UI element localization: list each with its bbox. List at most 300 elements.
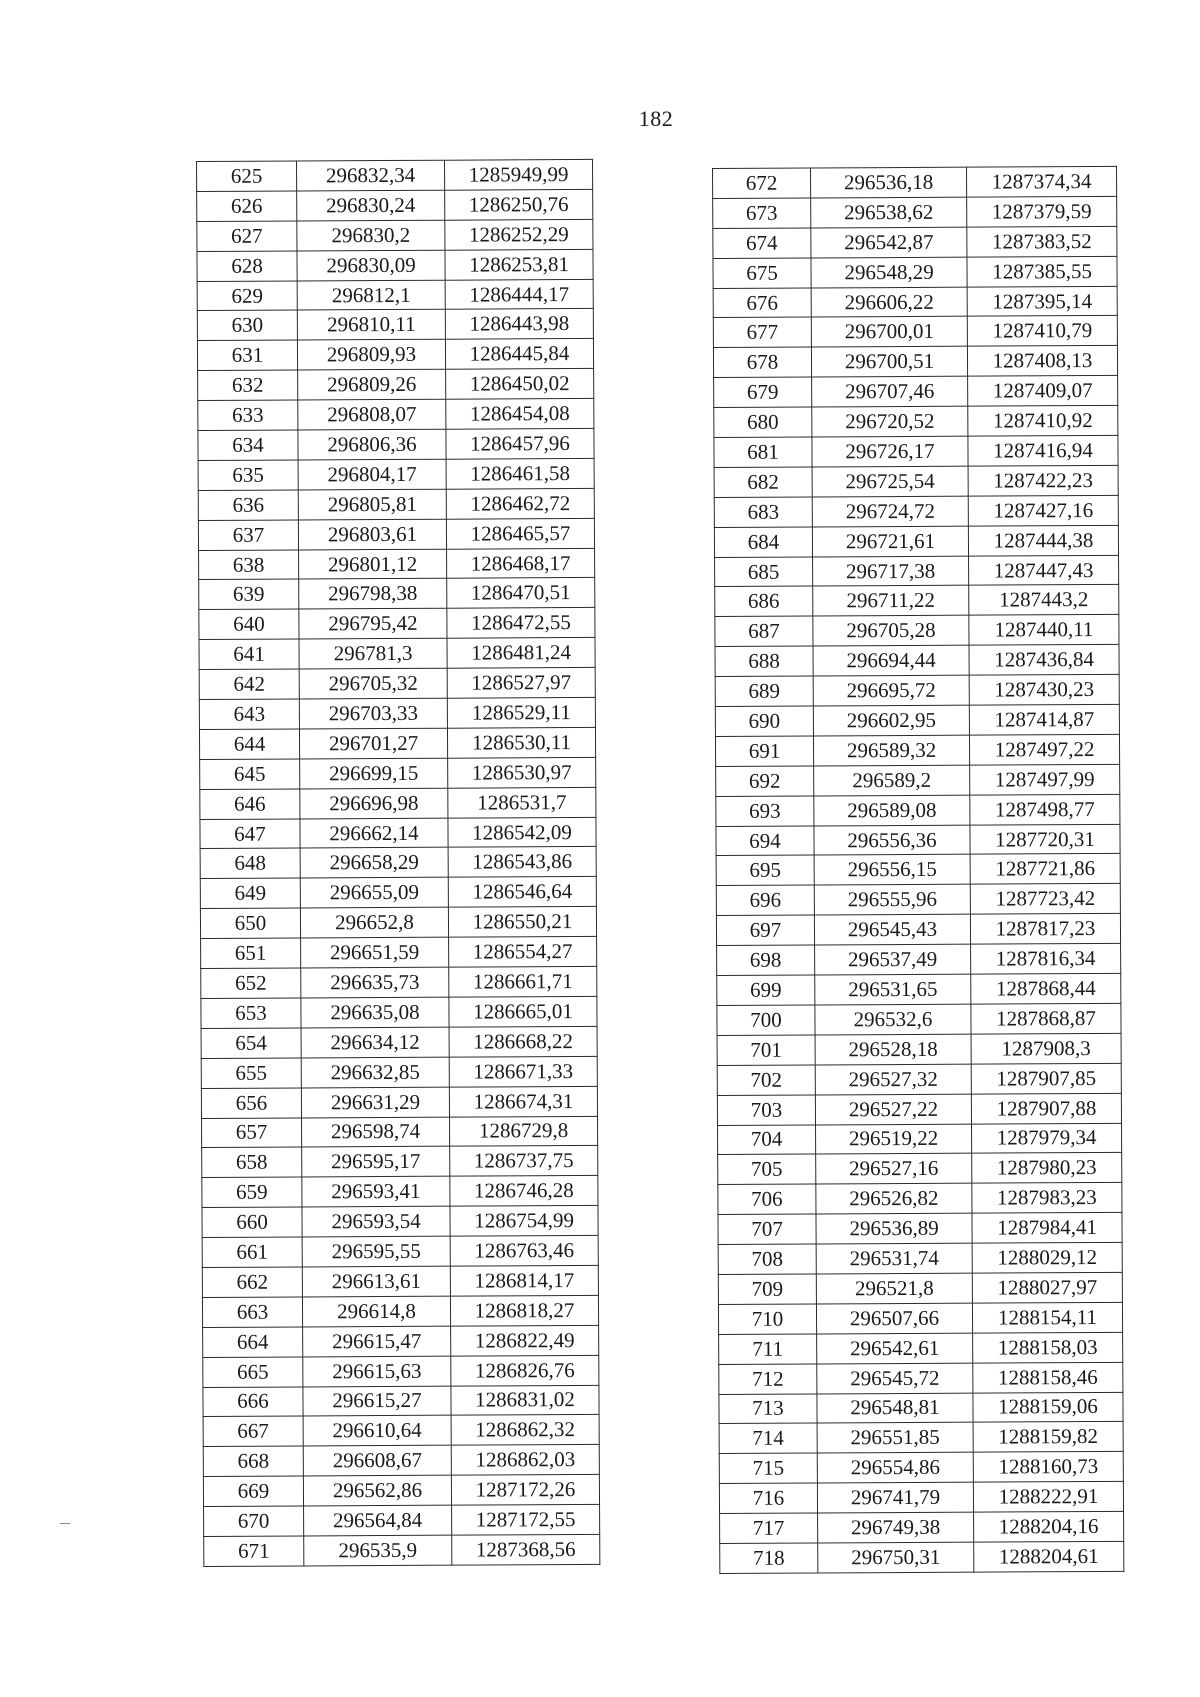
table-row [204, 1504, 600, 1536]
table-row [713, 256, 1117, 288]
table-row [203, 1325, 599, 1357]
y-coordinate-cell: 1287385,55 [967, 256, 1117, 287]
y-coordinate-cell: 1286253,81 [445, 249, 593, 280]
x-coordinate-cell: 296801,12 [299, 549, 447, 580]
table-row [719, 1332, 1123, 1364]
table-row [200, 757, 596, 789]
point-number-cell: 679 [714, 377, 812, 407]
table-row [197, 189, 593, 221]
point-number-cell: 663 [202, 1297, 302, 1327]
y-coordinate-cell: 1287979,34 [972, 1123, 1122, 1154]
table-row [715, 585, 1119, 617]
table-row [718, 1302, 1122, 1334]
table-row [719, 1452, 1123, 1484]
y-coordinate-cell: 1286530,11 [447, 727, 595, 758]
x-coordinate-cell: 296655,09 [300, 878, 448, 909]
x-coordinate-cell: 296564,84 [304, 1505, 452, 1536]
y-coordinate-cell: 1288158,03 [973, 1332, 1123, 1363]
point-number-cell: 718 [720, 1543, 818, 1573]
table-row [715, 645, 1119, 677]
table-row [199, 608, 595, 640]
table-row [719, 1392, 1123, 1424]
point-number-cell: 640 [199, 609, 299, 639]
y-coordinate-cell: 1286550,21 [448, 907, 596, 938]
y-coordinate-cell: 1287172,26 [451, 1475, 599, 1506]
y-coordinate-cell: 1287983,23 [972, 1183, 1122, 1214]
y-coordinate-cell: 1286831,02 [451, 1385, 599, 1416]
x-coordinate-cell: 296562,86 [303, 1475, 451, 1506]
x-coordinate-cell: 296724,72 [812, 496, 968, 527]
x-coordinate-cell: 296634,12 [301, 1027, 449, 1058]
point-number-cell: 688 [715, 646, 813, 676]
x-coordinate-cell: 296804,17 [298, 459, 446, 490]
table-row [718, 1242, 1122, 1274]
y-coordinate-cell: 1286746,28 [450, 1176, 598, 1207]
table-row [717, 1063, 1121, 1095]
y-coordinate-cell: 1286454,08 [446, 399, 594, 430]
x-coordinate-cell: 296615,27 [303, 1386, 451, 1417]
x-coordinate-cell: 296608,67 [303, 1445, 451, 1476]
point-number-cell: 684 [714, 527, 812, 557]
y-coordinate-cell: 1287721,86 [970, 854, 1120, 885]
table-row [202, 1206, 598, 1238]
point-number-cell: 668 [203, 1446, 303, 1476]
table-row [718, 1272, 1122, 1304]
point-number-cell: 647 [200, 819, 300, 849]
x-coordinate-cell: 296830,24 [297, 190, 445, 221]
x-coordinate-cell: 296705,32 [299, 668, 447, 699]
point-number-cell: 658 [202, 1147, 302, 1177]
y-coordinate-cell: 1287816,34 [971, 944, 1121, 975]
y-coordinate-cell: 1287410,79 [967, 316, 1117, 347]
point-number-cell: 691 [715, 736, 813, 766]
y-coordinate-cell: 1286542,09 [448, 817, 596, 848]
y-coordinate-cell: 1288029,12 [972, 1242, 1122, 1273]
x-coordinate-cell: 296717,38 [813, 556, 969, 587]
x-coordinate-cell: 296551,85 [817, 1423, 973, 1454]
point-number-cell: 660 [202, 1207, 302, 1237]
y-coordinate-cell: 1288222,91 [973, 1482, 1123, 1513]
x-coordinate-cell: 296812,1 [297, 280, 445, 311]
x-coordinate-cell: 296615,47 [303, 1326, 451, 1357]
table-row [719, 1482, 1123, 1514]
table-row [713, 166, 1117, 198]
point-number-cell: 630 [197, 310, 297, 340]
y-coordinate-cell: 1287720,31 [970, 824, 1120, 855]
table-row [200, 847, 596, 879]
table-row [201, 1086, 597, 1118]
point-number-cell: 648 [200, 848, 300, 878]
x-coordinate-cell: 296830,09 [297, 250, 445, 281]
x-coordinate-cell: 296595,55 [302, 1236, 450, 1267]
y-coordinate-cell: 1286661,71 [449, 966, 597, 997]
y-coordinate-cell: 1287436,84 [969, 645, 1119, 676]
y-coordinate-cell: 1288204,16 [974, 1511, 1124, 1542]
point-number-cell: 715 [719, 1453, 817, 1483]
x-coordinate-cell: 296545,43 [814, 914, 970, 945]
y-coordinate-cell: 1287427,16 [968, 495, 1118, 526]
point-number-cell: 667 [203, 1416, 303, 1446]
x-coordinate-cell: 296545,72 [817, 1363, 973, 1394]
point-number-cell: 626 [197, 191, 297, 221]
table-row [717, 1093, 1121, 1125]
y-coordinate-cell: 1286465,57 [446, 518, 594, 549]
point-number-cell: 680 [714, 407, 812, 437]
table-row [718, 1153, 1122, 1185]
y-coordinate-cell: 1287498,77 [970, 794, 1120, 825]
table-row [716, 914, 1120, 946]
y-coordinate-cell: 1287817,23 [970, 914, 1120, 945]
x-coordinate-cell: 296631,29 [301, 1087, 449, 1118]
point-number-cell: 703 [717, 1095, 815, 1125]
point-number-cell: 642 [199, 669, 299, 699]
y-coordinate-cell: 1286472,55 [447, 608, 595, 639]
y-coordinate-cell: 1286481,24 [447, 638, 595, 669]
point-number-cell: 654 [201, 1028, 301, 1058]
point-number-cell: 666 [203, 1386, 303, 1416]
table-row [197, 249, 593, 281]
point-number-cell: 670 [204, 1506, 304, 1536]
point-number-cell: 692 [716, 766, 814, 796]
y-coordinate-cell: 1287723,42 [970, 884, 1120, 915]
x-coordinate-cell: 296696,98 [300, 788, 448, 819]
table-row [199, 697, 595, 729]
table-row [202, 1176, 598, 1208]
table-row [201, 1056, 597, 1088]
y-coordinate-cell: 1286457,96 [446, 428, 594, 459]
x-coordinate-cell: 296602,95 [813, 705, 969, 736]
point-number-cell: 678 [713, 347, 811, 377]
y-coordinate-cell: 1287414,87 [969, 704, 1119, 735]
y-coordinate-cell: 1287980,23 [972, 1153, 1122, 1184]
x-coordinate-cell: 296635,08 [301, 997, 449, 1028]
x-coordinate-cell: 296749,38 [818, 1512, 974, 1543]
table-row [203, 1445, 599, 1477]
y-coordinate-cell: 1287430,23 [969, 675, 1119, 706]
table-row [197, 309, 593, 341]
point-number-cell: 714 [719, 1423, 817, 1453]
x-coordinate-cell: 296635,73 [301, 967, 449, 998]
x-coordinate-cell: 296662,14 [300, 818, 448, 849]
table-row [718, 1123, 1122, 1155]
y-coordinate-cell: 1288027,97 [972, 1272, 1122, 1303]
point-number-cell: 665 [203, 1357, 303, 1387]
y-coordinate-cell: 1287868,87 [971, 1003, 1121, 1034]
x-coordinate-cell: 296548,81 [817, 1393, 973, 1424]
table-row [715, 734, 1119, 766]
x-coordinate-cell: 296830,2 [297, 220, 445, 251]
table-row [198, 488, 594, 520]
y-coordinate-cell: 1286443,98 [445, 309, 593, 340]
point-number-cell: 702 [717, 1065, 815, 1095]
point-number-cell: 706 [718, 1184, 816, 1214]
table-row [200, 907, 596, 939]
point-number-cell: 655 [201, 1058, 301, 1088]
table-row [198, 428, 594, 460]
y-coordinate-cell: 1286252,29 [445, 219, 593, 250]
x-coordinate-cell: 296606,22 [811, 287, 967, 318]
point-number-cell: 625 [197, 161, 297, 191]
point-number-cell: 683 [714, 497, 812, 527]
table-row [197, 339, 593, 371]
y-coordinate-cell: 1287374,34 [966, 166, 1116, 197]
point-number-cell: 637 [198, 520, 298, 550]
point-number-cell: 699 [717, 975, 815, 1005]
x-coordinate-cell: 296711,22 [813, 586, 969, 617]
point-number-cell: 677 [713, 317, 811, 347]
point-number-cell: 696 [716, 885, 814, 915]
y-coordinate-cell: 1286444,17 [445, 279, 593, 310]
table-row [714, 495, 1118, 527]
table-row [199, 548, 595, 580]
x-coordinate-cell: 296532,6 [815, 1004, 971, 1035]
x-coordinate-cell: 296538,62 [811, 197, 967, 228]
table-row [716, 794, 1120, 826]
y-coordinate-cell: 1286674,31 [449, 1086, 597, 1117]
table-row [201, 937, 597, 969]
y-coordinate-cell: 1286822,49 [451, 1325, 599, 1356]
y-coordinate-cell: 1287422,23 [968, 465, 1118, 496]
y-coordinate-cell: 1286554,27 [449, 937, 597, 968]
x-coordinate-cell: 296528,18 [815, 1034, 971, 1065]
x-coordinate-cell: 296703,33 [299, 698, 447, 729]
table-row [203, 1385, 599, 1417]
point-number-cell: 671 [204, 1536, 304, 1566]
x-coordinate-cell: 296613,61 [302, 1266, 450, 1297]
x-coordinate-cell: 296652,8 [300, 907, 448, 938]
y-coordinate-cell: 1286529,11 [447, 697, 595, 728]
table-row [714, 525, 1118, 557]
y-coordinate-cell: 1286737,75 [450, 1146, 598, 1177]
x-coordinate-cell: 296531,65 [815, 974, 971, 1005]
x-coordinate-cell: 296707,46 [812, 376, 968, 407]
x-coordinate-cell: 296593,54 [302, 1206, 450, 1237]
point-number-cell: 695 [716, 855, 814, 885]
table-row [204, 1534, 600, 1566]
point-number-cell: 676 [713, 288, 811, 318]
y-coordinate-cell: 1287907,88 [971, 1093, 1121, 1124]
page-number: 182 [638, 106, 674, 131]
y-coordinate-cell: 1287447,43 [969, 555, 1119, 586]
y-coordinate-cell: 1286862,03 [451, 1445, 599, 1476]
point-number-cell: 710 [718, 1304, 816, 1334]
x-coordinate-cell: 296781,3 [299, 638, 447, 669]
x-coordinate-cell: 296809,26 [298, 369, 446, 400]
y-coordinate-cell: 1287443,2 [969, 585, 1119, 616]
point-number-cell: 713 [719, 1393, 817, 1423]
table-row [203, 1475, 599, 1507]
point-number-cell: 649 [200, 878, 300, 908]
y-coordinate-cell: 1285949,99 [444, 159, 592, 190]
x-coordinate-cell: 296701,27 [299, 728, 447, 759]
table-row [203, 1355, 599, 1387]
table-row [203, 1415, 599, 1447]
point-number-cell: 708 [718, 1244, 816, 1274]
y-coordinate-cell: 1287984,41 [972, 1213, 1122, 1244]
point-number-cell: 643 [199, 699, 299, 729]
point-number-cell: 717 [720, 1513, 818, 1543]
table-row [714, 435, 1118, 467]
y-coordinate-cell: 1286450,02 [446, 369, 594, 400]
point-number-cell: 669 [203, 1476, 303, 1506]
x-coordinate-cell: 296808,07 [298, 399, 446, 430]
table-row [717, 1033, 1121, 1065]
x-coordinate-cell: 296535,9 [304, 1535, 452, 1566]
y-coordinate-cell: 1287444,38 [968, 525, 1118, 556]
point-number-cell: 656 [201, 1088, 301, 1118]
x-coordinate-cell: 296695,72 [813, 675, 969, 706]
x-coordinate-cell: 296593,41 [302, 1176, 450, 1207]
table-row [202, 1146, 598, 1178]
x-coordinate-cell: 296705,28 [813, 616, 969, 647]
x-coordinate-cell: 296795,42 [299, 609, 447, 640]
table-row [716, 824, 1120, 856]
x-coordinate-cell: 296721,61 [812, 526, 968, 557]
y-coordinate-cell: 1286530,97 [448, 757, 596, 788]
x-coordinate-cell: 296610,64 [303, 1416, 451, 1447]
point-number-cell: 636 [198, 490, 298, 520]
x-coordinate-cell: 296651,59 [301, 937, 449, 968]
y-coordinate-cell: 1286543,86 [448, 847, 596, 878]
table-row [720, 1541, 1124, 1573]
table-row [716, 764, 1120, 796]
x-coordinate-cell: 296805,81 [298, 489, 446, 520]
table-row [714, 406, 1118, 438]
point-number-cell: 661 [202, 1237, 302, 1267]
point-number-cell: 659 [202, 1177, 302, 1207]
y-coordinate-cell: 1288160,73 [973, 1452, 1123, 1483]
y-coordinate-cell: 1287908,3 [971, 1033, 1121, 1064]
table-row [199, 638, 595, 670]
point-number-cell: 629 [197, 281, 297, 311]
point-number-cell: 672 [713, 168, 811, 198]
table-row [719, 1362, 1123, 1394]
point-number-cell: 701 [717, 1035, 815, 1065]
point-number-cell: 674 [713, 228, 811, 258]
y-coordinate-cell: 1286818,27 [450, 1295, 598, 1326]
table-body-left [197, 159, 600, 1566]
point-number-cell: 635 [198, 460, 298, 490]
y-coordinate-cell: 1286462,72 [446, 488, 594, 519]
point-number-cell: 632 [198, 370, 298, 400]
y-coordinate-cell: 1286445,84 [445, 339, 593, 370]
table-row [202, 1116, 598, 1148]
y-coordinate-cell: 1286527,97 [447, 668, 595, 699]
x-coordinate-cell: 296658,29 [300, 848, 448, 879]
y-coordinate-cell: 1287383,52 [967, 226, 1117, 257]
y-coordinate-cell: 1287409,07 [968, 376, 1118, 407]
table-row [715, 555, 1119, 587]
y-coordinate-cell: 1287410,92 [968, 406, 1118, 437]
table-row [713, 226, 1117, 258]
x-coordinate-cell: 296526,82 [816, 1183, 972, 1214]
y-coordinate-cell: 1286862,32 [451, 1415, 599, 1446]
x-coordinate-cell: 296598,74 [302, 1117, 450, 1148]
y-coordinate-cell: 1286250,76 [445, 189, 593, 220]
table-row [202, 1265, 598, 1297]
point-number-cell: 686 [715, 586, 813, 616]
point-number-cell: 650 [200, 908, 300, 938]
table-row [713, 346, 1117, 378]
table-row [713, 316, 1117, 348]
point-number-cell: 651 [201, 938, 301, 968]
table-row [201, 1026, 597, 1058]
table-row [198, 458, 594, 490]
y-coordinate-cell: 1287868,44 [971, 973, 1121, 1004]
table-row [720, 1511, 1124, 1543]
x-coordinate-cell: 296527,32 [815, 1064, 971, 1095]
y-coordinate-cell: 1286668,22 [449, 1026, 597, 1057]
x-coordinate-cell: 296555,96 [814, 885, 970, 916]
y-coordinate-cell: 1287368,56 [452, 1534, 600, 1565]
x-coordinate-cell: 296615,63 [303, 1356, 451, 1387]
table-row [717, 973, 1121, 1005]
point-number-cell: 681 [714, 437, 812, 467]
point-number-cell: 645 [200, 759, 300, 789]
table-row [716, 854, 1120, 886]
x-coordinate-cell: 296537,49 [815, 944, 971, 975]
x-coordinate-cell: 296803,61 [298, 519, 446, 550]
table-row [717, 944, 1121, 976]
x-coordinate-cell: 296589,08 [814, 795, 970, 826]
x-coordinate-cell: 296806,36 [298, 429, 446, 460]
x-coordinate-cell: 296741,79 [817, 1482, 973, 1513]
y-coordinate-cell: 1288158,46 [973, 1362, 1123, 1393]
point-number-cell: 707 [718, 1214, 816, 1244]
x-coordinate-cell: 296699,15 [300, 758, 448, 789]
x-coordinate-cell: 296589,32 [813, 735, 969, 766]
point-number-cell: 662 [202, 1267, 302, 1297]
table-row [198, 399, 594, 431]
y-coordinate-cell: 1287497,22 [969, 734, 1119, 765]
point-number-cell: 704 [718, 1124, 816, 1154]
x-coordinate-cell: 296536,18 [811, 167, 967, 198]
y-coordinate-cell: 1286826,76 [451, 1355, 599, 1386]
point-number-cell: 711 [719, 1334, 817, 1364]
point-number-cell: 641 [199, 639, 299, 669]
point-number-cell: 709 [718, 1274, 816, 1304]
table-row [718, 1213, 1122, 1245]
point-number-cell: 628 [197, 251, 297, 281]
point-number-cell: 697 [716, 915, 814, 945]
point-number-cell: 682 [714, 467, 812, 497]
point-number-cell: 652 [201, 968, 301, 998]
table-row [719, 1422, 1123, 1454]
x-coordinate-cell: 296832,34 [297, 160, 445, 191]
y-coordinate-cell: 1286531,7 [448, 787, 596, 818]
point-number-cell: 633 [198, 400, 298, 430]
x-coordinate-cell: 296614,8 [302, 1296, 450, 1327]
y-coordinate-cell: 1286814,17 [450, 1265, 598, 1296]
coordinates-table-left [196, 159, 600, 1567]
table-row [201, 996, 597, 1028]
y-coordinate-cell: 1286754,99 [450, 1206, 598, 1237]
point-number-cell: 664 [203, 1327, 303, 1357]
x-coordinate-cell: 296810,11 [297, 310, 445, 341]
x-coordinate-cell: 296554,86 [817, 1452, 973, 1483]
scan-mark [60, 1523, 70, 1524]
y-coordinate-cell: 1287379,59 [967, 196, 1117, 227]
point-number-cell: 693 [716, 796, 814, 826]
y-coordinate-cell: 1287408,13 [967, 346, 1117, 377]
x-coordinate-cell: 296720,52 [812, 406, 968, 437]
point-number-cell: 694 [716, 826, 814, 856]
point-number-cell: 687 [715, 616, 813, 646]
point-number-cell: 638 [199, 550, 299, 580]
x-coordinate-cell: 296726,17 [812, 436, 968, 467]
table-row [715, 704, 1119, 736]
point-number-cell: 646 [200, 789, 300, 819]
